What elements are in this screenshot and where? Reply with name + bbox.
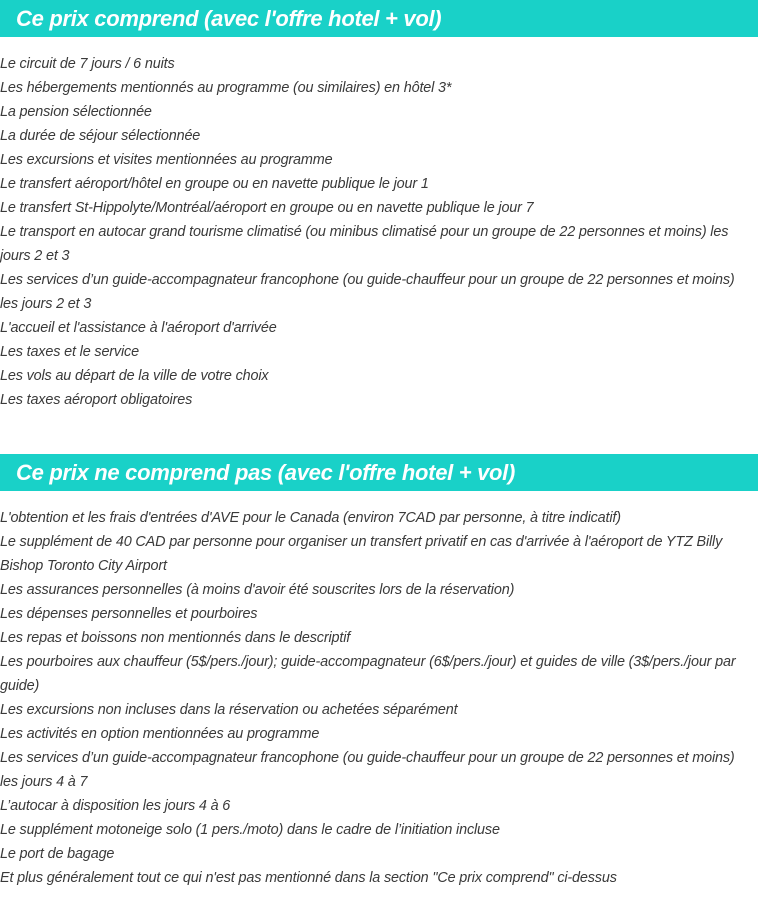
excluded-section-title: Ce prix ne comprend pas (avec l'offre hotel + vol) [0,454,758,491]
list-item: Les services d’un guide-accompagnateur francophone (ou guide-chauffeur pour un groupe de 22 personnes et moins) les jours 2 et 3 [0,272,735,312]
list-item: Les taxes et le service [0,344,139,360]
included-items-list [0,37,758,412]
list-item: Les repas et boissons non mentionnés dans le descriptif [0,630,351,646]
list-item: Les excursions non incluses dans la réservation ou achetées séparément [0,702,458,718]
list-item: Les assurances personnelles (à moins d'avoir été souscrites lors de la réservation) [0,582,515,598]
list-item: Le transfert aéroport/hôtel en groupe ou en navette publique le jour 1 [0,176,429,192]
list-item: Le transport en autocar grand tourisme climatisé (ou minibus climatisé pour un groupe de 22 personnes et moins) les jours 2 et 3 [0,224,729,264]
list-item: Les taxes aéroport obligatoires [0,392,193,408]
list-item: Le supplément motoneige solo (1 pers./moto) dans le cadre de l’initiation incluse [0,822,500,838]
list-item: Le supplément de 40 CAD par personne pour organiser un transfert privatif en cas d'arrivée à l'aéroport de YTZ Billy Bishop Toronto City Airport [0,534,723,574]
list-item: Les pourboires aux chauffeur (5$/pers./jour); guide-accompagnateur (6$/pers./jour) et guides de ville (3$/pers./jour par guide) [0,654,736,694]
list-item: L'accueil et l'assistance à l'aéroport d'arrivée [0,320,277,336]
list-item: Les services d’un guide-accompagnateur francophone (ou guide-chauffeur pour un groupe de 22 personnes et moins) les jours 4 à 7 [0,750,735,790]
list-item: Les excursions et visites mentionnées au programme [0,152,333,168]
list-item: Les vols au départ de la ville de votre choix [0,368,269,384]
section-excluded [0,454,758,890]
list-item: Le port de bagage [0,846,115,862]
excluded-items-list [0,491,758,890]
list-item: Et plus généralement tout ce qui n'est pas mentionné dans la section "Ce prix comprend" ci-dessus [0,870,617,886]
included-section-title: Ce prix comprend (avec l'offre hotel + vol) [0,0,758,37]
section-included [0,0,758,412]
list-item: L'obtention et les frais d'entrées d'AVE pour le Canada (environ 7CAD par personne, à titre indicatif) [0,510,621,526]
list-item: La durée de séjour sélectionnée [0,128,201,144]
list-item: Les dépenses personnelles et pourboires [0,606,258,622]
list-item: Les activités en option mentionnées au programme [0,726,320,742]
list-item: Le circuit de 7 jours / 6 nuits [0,56,175,72]
list-item: Le transfert St-Hippolyte/Montréal/aéroport en groupe ou en navette publique le jour 7 [0,200,534,216]
list-item: Les hébergements mentionnés au programme (ou similaires) en hôtel 3* [0,80,452,96]
list-item: La pension sélectionnée [0,104,152,120]
list-item: L’autocar à disposition les jours 4 à 6 [0,798,231,814]
